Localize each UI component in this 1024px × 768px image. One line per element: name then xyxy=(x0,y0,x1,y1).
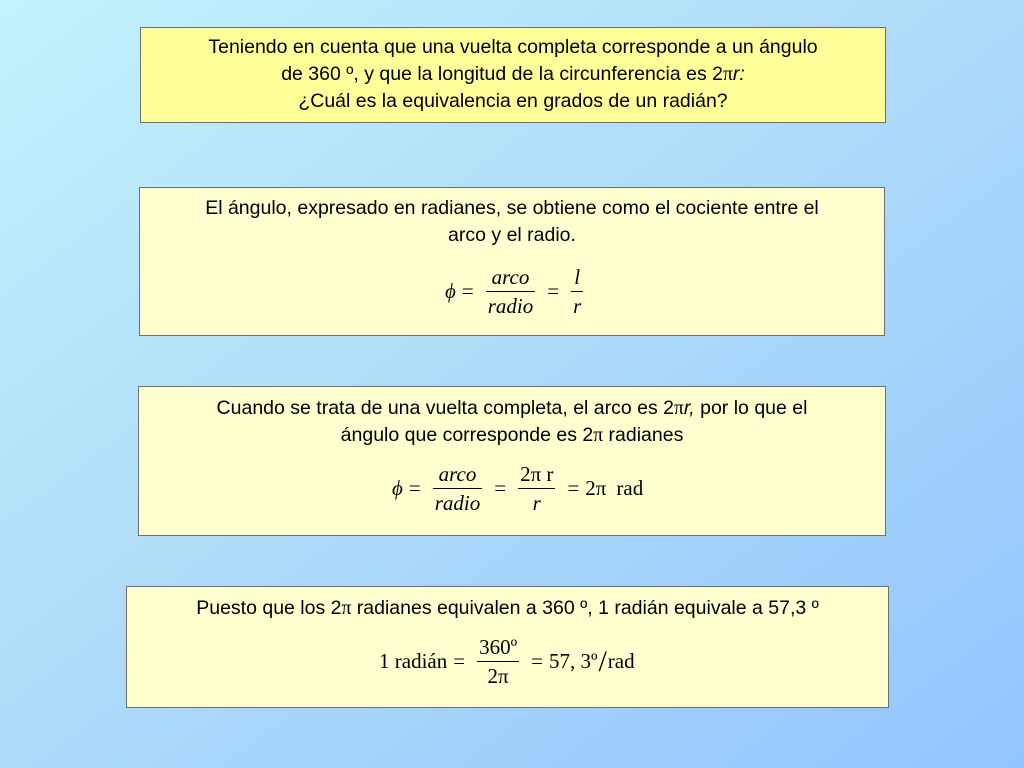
equals-sign: = xyxy=(453,649,466,673)
full-turn-formula xyxy=(392,460,643,517)
fraction-numerator: arco xyxy=(438,462,477,486)
definition-box xyxy=(139,187,885,336)
conclusion-text xyxy=(127,587,888,622)
definition-line-2: arco y el radio. xyxy=(448,224,576,246)
full-turn-box xyxy=(138,386,886,536)
radius-symbol: r, xyxy=(683,397,695,419)
full-turn-line-1: Cuando se trata de una vuelta completa, el arco es 2 xyxy=(216,397,674,419)
question-line-1: Teniendo en cuenta que una vuelta completa corresponde a un ángulo xyxy=(208,36,818,58)
full-turn-line-1-end: por lo que el xyxy=(694,397,808,419)
fraction-numerator: l xyxy=(574,265,581,289)
conclusion-box xyxy=(126,586,889,708)
result-2pi: 2π xyxy=(585,476,607,500)
pi-symbol: π xyxy=(723,64,733,85)
question-box xyxy=(140,27,886,123)
fraction-denominator: r xyxy=(532,491,541,515)
unit-rad: rad xyxy=(607,649,635,673)
definition-text xyxy=(140,188,884,249)
conclusion-line-end: radianes equivalen a 360 º, 1 radián equivale a 57,3 º xyxy=(351,597,819,619)
conclusion-line-start: Puesto que los 2 xyxy=(196,597,342,619)
full-turn-line-2: ángulo que corresponde es 2 xyxy=(340,424,594,446)
fraction-numerator: 2π r xyxy=(520,462,554,486)
fraction-arc-over-radius xyxy=(486,263,536,320)
fraction-denominator: radio xyxy=(487,294,534,318)
slash-symbol: / xyxy=(598,645,607,678)
equals-sign: = xyxy=(567,476,580,500)
definition-line-1: El ángulo, expresado en radianes, se obtiene como el cociente entre el xyxy=(205,197,819,219)
phi-symbol: ϕ xyxy=(445,279,456,303)
phi-symbol: ϕ xyxy=(392,476,403,500)
radius-symbol: r: xyxy=(732,63,745,85)
fraction-denominator: radio xyxy=(434,491,481,515)
pi-symbol: π xyxy=(593,425,604,446)
equals-sign: = xyxy=(531,649,543,673)
question-line-2: de 360 º, y que la longitud de la circunferencia es 2 xyxy=(281,63,724,85)
fraction-2pir-over-r xyxy=(518,460,555,517)
fraction-l-over-r xyxy=(571,263,583,320)
question-line-3: ¿Cuál es la equivalencia en grados de un radián? xyxy=(298,90,728,112)
pi-symbol: π xyxy=(341,598,352,619)
result-degrees: 57, 3º xyxy=(548,649,598,673)
full-turn-text xyxy=(139,387,885,449)
definition-formula xyxy=(445,263,589,320)
one-radian-label: 1 radián xyxy=(379,649,448,673)
conclusion-formula xyxy=(379,633,635,690)
question-text xyxy=(141,28,885,115)
equals-sign: = xyxy=(494,476,507,500)
equals-sign: = xyxy=(461,279,474,303)
fraction-360-over-2pi xyxy=(477,633,519,690)
full-turn-line-2-end: radianes xyxy=(603,424,684,446)
unit-rad: rad xyxy=(616,476,644,500)
fraction-arc-over-radius xyxy=(433,460,483,517)
equals-sign: = xyxy=(408,476,421,500)
fraction-numerator: arco xyxy=(491,265,530,289)
fraction-denominator: r xyxy=(573,294,582,318)
fraction-numerator: 360º xyxy=(479,635,518,659)
pi-symbol: π xyxy=(674,398,684,419)
equals-sign: = xyxy=(547,279,560,303)
fraction-denominator: 2π xyxy=(487,664,509,688)
